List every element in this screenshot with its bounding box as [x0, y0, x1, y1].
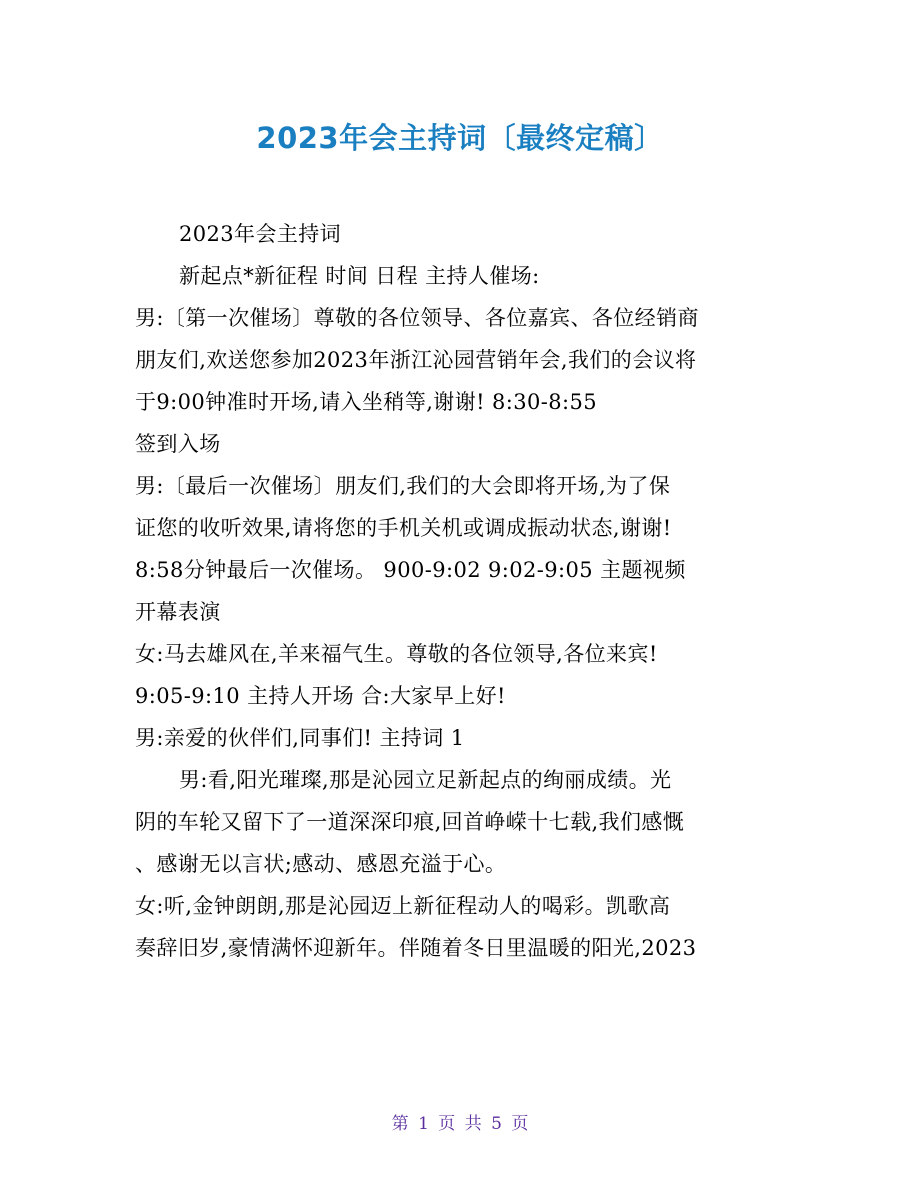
- paragraph-line: 阴的车轮又留下了一道深深印痕,回首峥嵘十七载,我们感慨: [135, 810, 685, 834]
- paragraph-line: 于9:00钟准时开场,请入坐稍等,谢谢! 8:30-8:55: [135, 390, 598, 414]
- document-body: [135, 213, 785, 969]
- paragraph-line: 朋友们,欢送您参加2023年浙江沁园营销年会,我们的会议将: [135, 348, 697, 372]
- paragraph-line: 女:听,金钟朗朗,那是沁园迈上新征程动人的喝彩。凯歌高: [135, 894, 671, 918]
- paragraph-line: 男:〔第一次催场〕尊敬的各位领导、各位嘉宾、各位经销商: [135, 306, 699, 330]
- paragraph-line: 女:马去雄风在,羊来福气生。尊敬的各位领导,各位来宾!: [135, 642, 658, 666]
- paragraph-line: 2023年会主持词: [179, 222, 342, 246]
- paragraph-line: 、感谢无以言状;感动、感恩充溢于心。: [135, 852, 507, 876]
- paragraph-line: 证您的收听效果,请将您的手机关机或调成振动状态,谢谢!: [135, 516, 672, 540]
- paragraph-line: 新起点*新征程 时间 日程 主持人催场:: [179, 264, 540, 288]
- document-title: 2023年会主持词〔最终定稿〕: [256, 121, 664, 155]
- paragraph-line: 8:58分钟最后一次催场。 900-9:02 9:02-9:05 主题视频: [135, 558, 686, 582]
- paragraph-line: 签到入场: [135, 432, 221, 456]
- paragraph-line: 男:看,阳光璀璨,那是沁园立足新起点的绚丽成绩。光: [179, 768, 672, 792]
- paragraph-line: 男:亲爱的伙伴们,同事们! 主持词 1: [135, 726, 465, 750]
- page-number-footer: 第 1 页 共 5 页: [391, 1114, 529, 1134]
- paragraph-line: 奏辞旧岁,豪情满怀迎新年。伴随着冬日里温暖的阳光,2023: [135, 936, 697, 960]
- paragraph-line: 开幕表演: [135, 600, 221, 624]
- paragraph-line: 男:〔最后一次催场〕朋友们,我们的大会即将开场,为了保: [135, 474, 671, 498]
- paragraph-line: 9:05-9:10 主持人开场 合:大家早上好!: [135, 684, 506, 708]
